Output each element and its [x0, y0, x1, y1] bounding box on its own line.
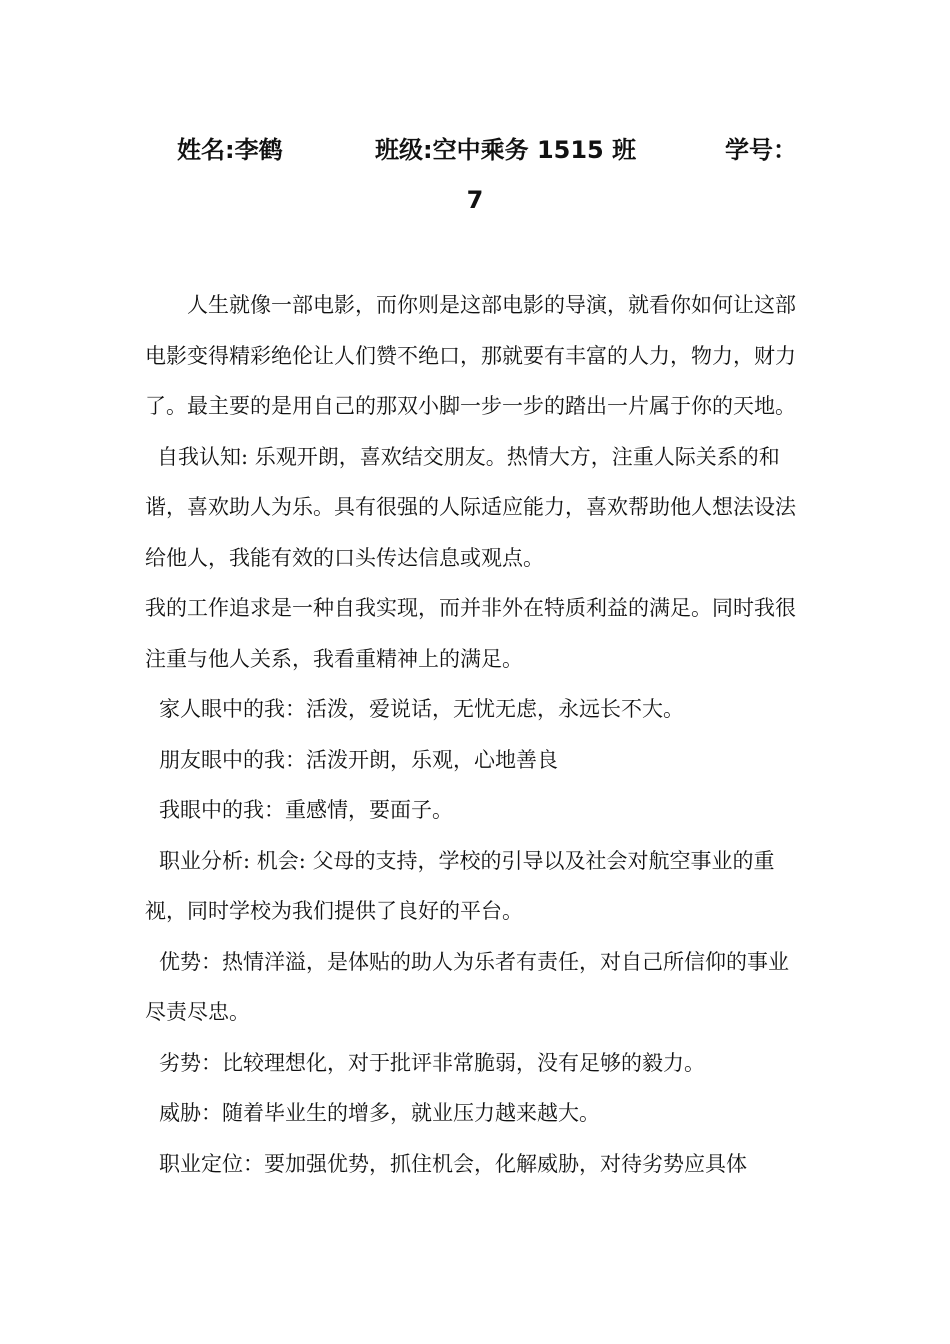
student-name: 姓名:李鹤: [177, 136, 283, 164]
essay-body: [145, 280, 805, 1189]
paragraph-career-analysis: 职业分析: 机会: 父母的支持，学校的引导以及社会对航空事业的重视，同时学校为我们提供了良好的平台。: [145, 848, 775, 923]
paragraph-self-awareness: 自我认知: 乐观开朗，喜欢结交朋友。热情大方，注重人际关系的和谐，喜欢助人为乐。具有很强的人际适应能力，喜欢帮助他人想法设法给他人，我能有效的口头传达信息或观点。: [145, 444, 796, 570]
paragraph-threats: 威胁：随着毕业生的增多，就业压力越来越大。: [159, 1101, 600, 1125]
paragraph-intro: 人生就像一部电影，而你则是这部电影的导演，就看你如何让这部电影变得精彩绝伦让人们赞不绝口，那就要有丰富的人力，物力，财力了。最主要的是用自己的那双小脚一步一步的踏出一片属于你的天地。: [145, 293, 796, 418]
paragraph-work-pursuit: 我的工作追求是一种自我实现，而并非外在特质利益的满足。同时我很注重与他人关系，我看重精神上的满足。: [145, 596, 796, 671]
student-id-label: 学号：: [725, 136, 797, 164]
paragraph-friend-view: 朋友眼中的我：活泼开朗，乐观，心地善良: [159, 747, 558, 772]
paragraph-family-view: 家人眼中的我：活泼，爱说话，无忧无虑，永远长不大。: [159, 697, 684, 721]
student-id-value: 7: [466, 186, 484, 214]
student-class: 班级:空中乘务 1515 班: [375, 136, 637, 164]
paragraph-career-positioning: 职业定位：要加强优势，抓住机会，化解威胁，对待劣势应具体: [159, 1151, 747, 1176]
header-line: [145, 128, 805, 172]
paragraph-weaknesses: 劣势：比较理想化，对于批评非常脆弱，没有足够的毅力。: [159, 1050, 705, 1075]
paragraph-strengths: 优势：热情洋溢，是体贴的助人为乐者有责任，对自己所信仰的事业尽责尽忠。: [145, 949, 789, 1024]
paragraph-self-view: 我眼中的我：重感情，要面子。: [159, 798, 453, 822]
